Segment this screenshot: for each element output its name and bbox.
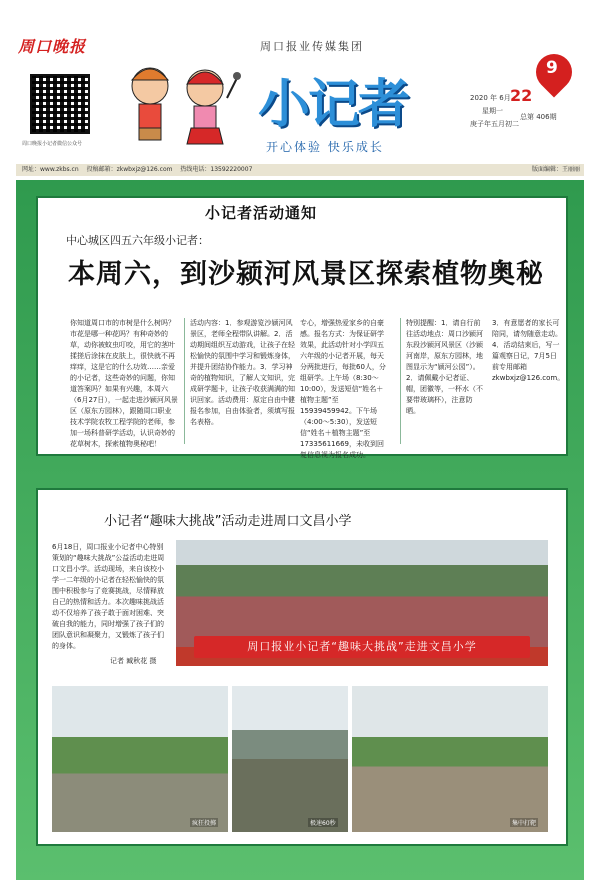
date-day: 22 bbox=[510, 86, 533, 105]
lunar-date: 庚子年五月初二 bbox=[470, 120, 519, 128]
email: 投稿邮箱：zkwbxjz@126.com bbox=[86, 166, 173, 173]
caption-speed: 极速60秒 bbox=[310, 820, 336, 827]
masthead-slogan: 开心体验 快乐成长 bbox=[266, 140, 384, 154]
notice-col-5: 3．有意愿者的家长可陪同，请勿随意走动。4．活动结束后，写一篇观察日记，7月5日前专用邮箱 zkwbxjz@126.com。 bbox=[492, 319, 565, 382]
challenge-paragraph: 6月18日，周口报业小记者中心特别策划的“趣味大挑战”公益活动走进周口文昌小学。活动现场，来自该校小学一二年级的小记者在轻松愉快的氛围中积极参与了竞赛挑战，尽情释放自己的热情和活力。本次趣味挑战活动不仅培养了孩子敢于面对困难、突破自我的能力，同时增强了孩子们的团队意识和凝聚力，又锻炼了孩子们的身体。 bbox=[52, 543, 165, 650]
total-issue: 总第 406期 bbox=[520, 113, 557, 121]
notice-col-2: 活动内容：1．参观游览沙颍河风景区，老师全程带队讲解。2．活动期间组织互动游戏，让孩子在轻松愉快的氛围中学习和锻炼身体，并提升团结协作能力。3．学习神奇的植物知识，了解人文知识，完成研学题卡，让孩子收获满满的知识回家。活动费用：原定自由中健报名参加，自由体验者，须填写报名表格。 bbox=[190, 319, 295, 426]
challenge-byline: 记者 臧秋花 摄 bbox=[110, 657, 157, 665]
notice-col-3: 专心，增强热爱家乡的自豪感。报名方式：为保证研学效果，此活动针对小学四五六年级的小记者开展，每天分两批进行，每批60人，分组研学。上午场（8:30～10:00），发送短信“姓名＋植物主题”至15939459942。下午场（4:00～5:30），发送短信“姓名＋植物主题”至17335611669，未收到回复信息视为报名成功。 bbox=[300, 319, 386, 459]
masthead-title: 小记者 bbox=[258, 75, 409, 135]
date-line: 2020 年 6月 bbox=[470, 94, 511, 102]
issue-number: 9 bbox=[546, 58, 558, 78]
photo-target bbox=[352, 686, 548, 832]
editor: 版面编辑：王丽丽 bbox=[531, 166, 580, 173]
hotline: 热线电话：13592220007 bbox=[180, 166, 253, 173]
newspaper-logo: 周口晚报 bbox=[18, 37, 87, 56]
qr-code-icon bbox=[30, 74, 90, 134]
notice-col-4: 特别提醒：1．请自行前往活动地点：周口沙颍河东段沙颍河风景区（沙颍河南岸，原东方园林，地图显示为“颍河公园”）。2．请佩戴小记者证、帽，团徽等，一杯水（不要带玻璃杯），注意防晒。 bbox=[406, 319, 483, 415]
weekday: 星期一 bbox=[482, 107, 503, 115]
info-bar bbox=[16, 164, 584, 176]
notice-headline: 本周六，到沙颍河风景区探索植物奥秘 bbox=[68, 259, 544, 290]
photo-throwing bbox=[52, 686, 228, 832]
caption-target: 集中打靶 bbox=[512, 820, 537, 827]
notice-col-1: 你知道周口市的市树是什么树吗？市花是哪一种花吗？有种奇妙的草，动你被蚊虫叮咬，用它的茎叶揉搓后涂抹在皮肤上，很快就不再痒痒，这是它的什么功效……亲爱的小记者，这些奇妙的问题，你知道答案吗？如果有兴趣，本周六（6月27日），一起走进沙颍河风景区（原东方园林），跟随周口职业技术学院农牧工程学院的老师，参加一场科普研学活动，认识奇妙的花草树木，探索植物奥秘吧！ bbox=[70, 319, 178, 448]
column-divider bbox=[400, 318, 401, 444]
website: 网址：www.zkbs.cn bbox=[22, 166, 79, 173]
notice-kicker: 中心城区四五六年级小记者： bbox=[66, 234, 209, 247]
photo-speed bbox=[232, 686, 348, 832]
kid-reporters-illustration bbox=[115, 58, 245, 158]
group-name: 周口报业传媒集团 bbox=[260, 40, 364, 53]
challenge-section-title: 小记者“趣味大挑战”活动走进周口文昌小学 bbox=[104, 514, 352, 529]
event-banner: 周口报业小记者“趣味大挑战”走进文昌小学 bbox=[194, 636, 530, 658]
qr-caption: 周口晚报小记者微信公众号 bbox=[22, 141, 83, 147]
caption-throwing: 疯狂投掷 bbox=[192, 820, 217, 827]
notice-section-title: 小记者活动通知 bbox=[205, 204, 318, 222]
column-divider bbox=[184, 318, 185, 444]
